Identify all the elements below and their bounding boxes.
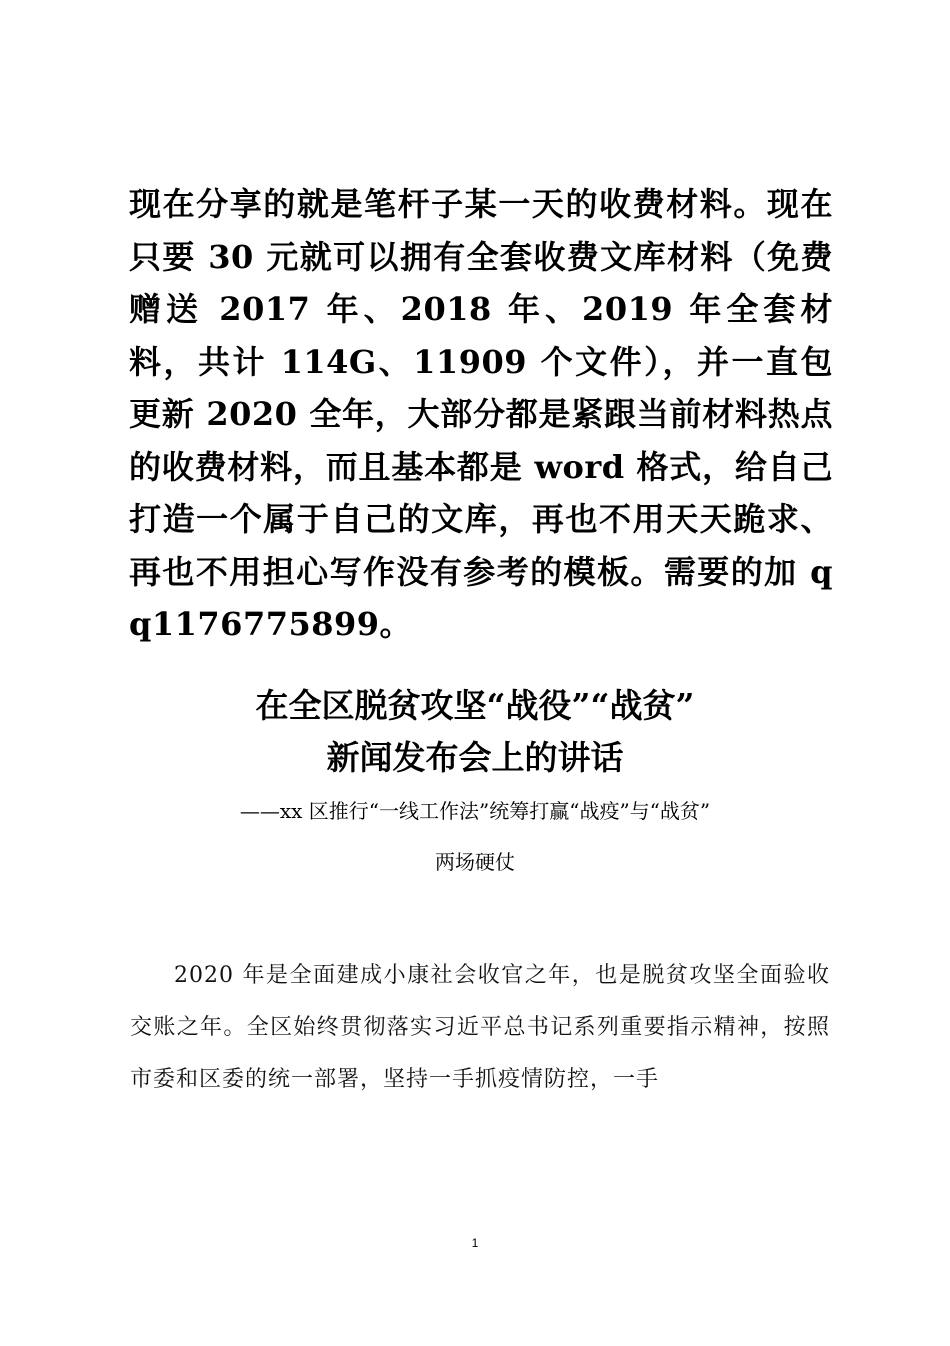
promo-paragraph: 现在分享的就是笔杆子某一天的收费材料。现在只要 30 元就可以拥有全套收费文库材料（免费赠送 2017 年、2018 年、2019 年全套材料，共计 114G、11909 个文件），并一直包更新 2020 全年，大部分都是紧跟当前材料热点的收费材料，而且基本都是 word 格式，给自己打造一个属于自己的文库，再也不用天天跪求、再也不用担心写作没有参考的模板。需要的加 qq1176775899。 [129, 185, 833, 643]
document-title-line-2: 新闻发布会上的讲话 [326, 738, 624, 777]
body-paragraph: 2020 年是全面建成小康社会收官之年，也是脱贫攻坚全面验收交账之年。全区始终贯彻落实习近平总书记系列重要指示精神，按照市委和区委的统一部署，坚持一手抓疫情防控，一手 [130, 963, 830, 1092]
document-subtitle-line-2: 两场硬仗 [435, 850, 515, 874]
page-number: 1 [471, 1236, 479, 1250]
document-title-line-1: 在全区脱贫攻坚“战役”“战贫” [255, 686, 695, 725]
document-subtitle-line-1: ——xx 区推行“一线工作法”统筹打赢“战疫”与“战贫” [239, 799, 711, 823]
